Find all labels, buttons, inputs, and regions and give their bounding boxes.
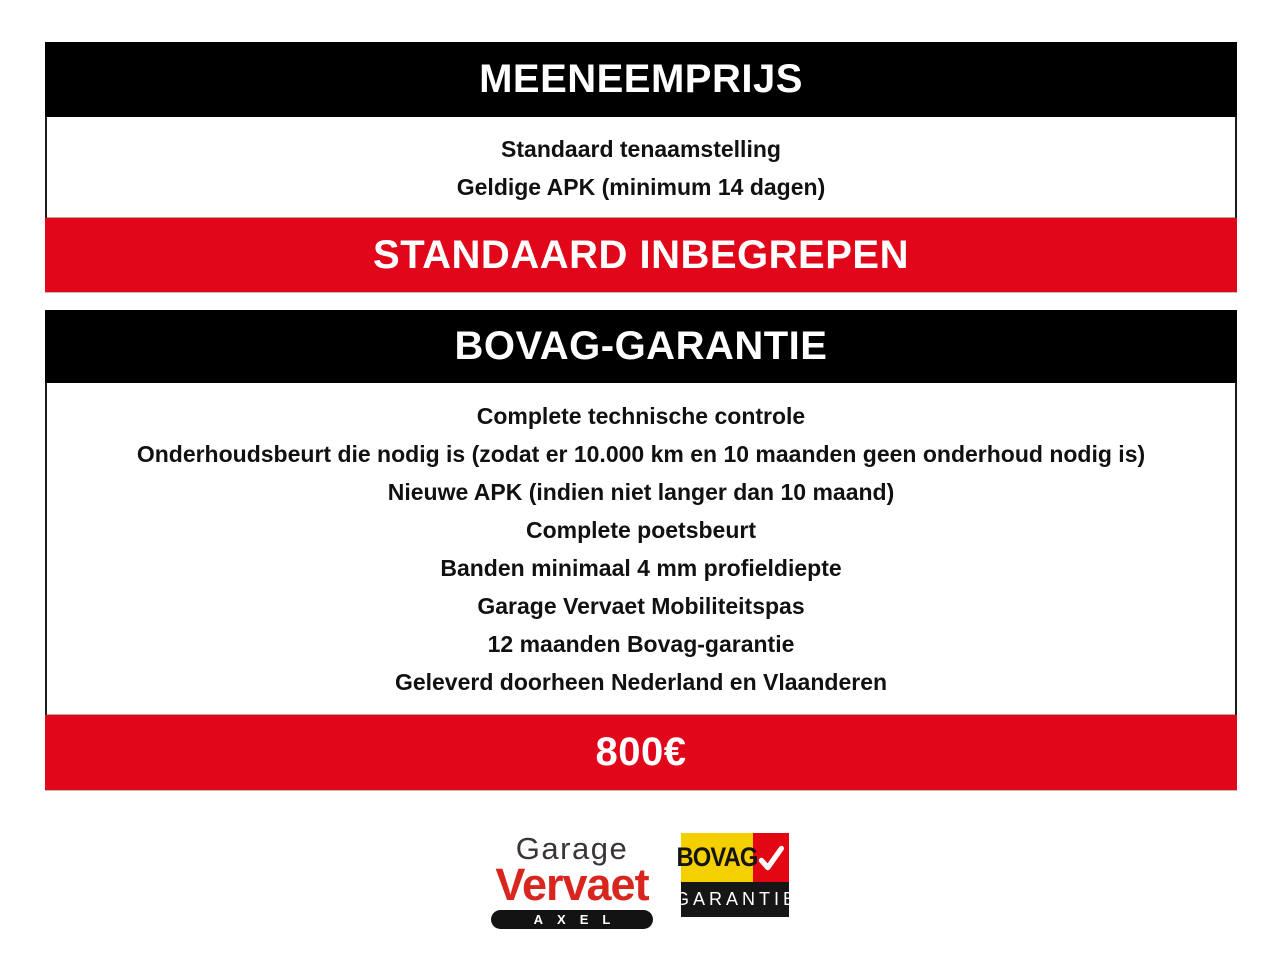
meeneemprijs-header-bar: [45, 42, 1237, 117]
condition-line: Geldige APK (minimum 14 dagen): [456, 173, 826, 200]
warranty-item: Banden minimaal 4 mm profieldiepte: [440, 555, 842, 581]
bovag-garantie-card: [45, 310, 1237, 790]
bovag-garantie-header-bar: [45, 310, 1237, 383]
garage-vervaet-logo: [491, 833, 653, 929]
warranty-item: Garage Vervaet Mobiliteitspas: [477, 593, 805, 619]
bovag-logo-top: [676, 833, 789, 882]
card-divider-gap: [45, 292, 1237, 310]
price-sheet: [45, 42, 1237, 790]
warranty-item: Nieuwe APK (indien niet langer dan 10 maand): [387, 479, 895, 505]
meeneemprijs-card: [45, 42, 1237, 292]
price-banner: [45, 715, 1237, 790]
standaard-inbegrepen-label: STANDAARD INBEGREPEN: [373, 232, 909, 277]
bovag-garantie-logo: [675, 833, 800, 917]
axel-city-badge: AXEL: [491, 910, 653, 929]
meeneemprijs-conditions: [45, 117, 1237, 218]
bovag-garantie-strip: [675, 882, 800, 917]
bovag-garantie-text: GARANTIE: [675, 889, 800, 909]
warranty-item: Geleverd doorheen Nederland en Vlaanderen: [394, 669, 888, 695]
condition-line: Standaard tenaamstelling: [501, 135, 781, 162]
warranty-item: Complete technische controle: [476, 403, 806, 429]
bovag-brand-text: BOVAG: [676, 842, 758, 872]
bovag-garantie-items: [45, 383, 1237, 715]
bovag-garantie-title: BOVAG-GARANTIE: [454, 324, 828, 368]
footer-logos: [0, 833, 1280, 929]
vervaet-logo-word: Vervaet: [495, 859, 649, 910]
warranty-item: Onderhoudsbeurt die nodig is (zodat er 10.000 km en 10 maanden geen onderhoud nodig is): [136, 441, 1146, 467]
meeneemprijs-title: MEENEEMPRIJS: [479, 57, 803, 101]
garage-logo-word: Garage: [515, 831, 629, 866]
standaard-inbegrepen-banner: [45, 218, 1237, 292]
checkmark-icon: [753, 833, 789, 882]
warranty-item: Complete poetsbeurt: [525, 517, 757, 543]
warranty-item: 12 maanden Bovag-garantie: [487, 631, 795, 657]
price-value: 800€: [595, 730, 687, 774]
bovag-brand-cell: [676, 833, 758, 882]
